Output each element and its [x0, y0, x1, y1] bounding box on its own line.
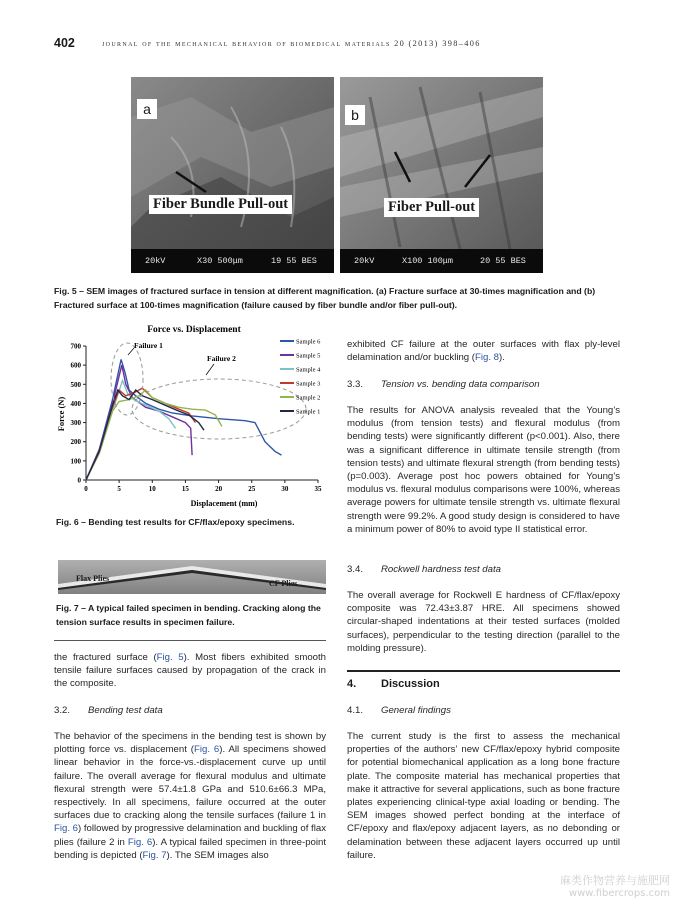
callout-fiber-pull-out: Fiber Pull-out: [384, 198, 479, 217]
sem-magnification-a: X30 500μm: [197, 256, 243, 266]
series-line-2: [86, 365, 192, 480]
x-tick-label: 35: [314, 485, 322, 493]
legend-label: Sample 6: [296, 338, 321, 346]
x-tick-label: 20: [215, 485, 223, 493]
section-number: 3.2.: [54, 705, 71, 716]
failure-1-pointer: [128, 348, 134, 355]
legend-label: Sample 3: [296, 380, 321, 388]
sem-magnification-b: X100 100μm: [402, 256, 454, 266]
section-3-3-heading: [347, 379, 540, 390]
x-tick-label: 25: [248, 485, 256, 493]
y-tick-label: 400: [70, 399, 81, 408]
cf-plies-label: CF Plies: [269, 579, 298, 588]
legend-label: Sample 2: [296, 394, 321, 402]
x-tick-label: 30: [281, 485, 289, 493]
page-number: 402: [54, 36, 75, 50]
sem-image-a: [131, 77, 334, 273]
panel-label-a: a: [137, 99, 157, 119]
failed-specimen-photo: [58, 560, 326, 594]
section-number: 4.1.: [347, 705, 364, 716]
left-para-2: [54, 730, 326, 862]
y-tick-label: 200: [70, 438, 81, 447]
legend-label: Sample 4: [296, 366, 321, 374]
panel-label-b: b: [345, 105, 365, 125]
chart-xlabel: Displacement (mm): [190, 499, 258, 508]
section-number: 4.: [347, 678, 357, 690]
site-watermark: [560, 872, 670, 899]
chart-ylabel: Force (N): [56, 396, 66, 432]
text: ). All specimens showed linear behavior in the force-vs.-displacement curve up until failure. The overall average for flexural modulus and ultimate flexural strength were 57.4±1.8 GPa and 510.6±66.3 MPa, respectively. In all specimens, failure occurred at the outer surfaces due to cracking along the tensile surfaces (failure 1 in: [54, 744, 326, 822]
fig6-link[interactable]: Fig. 6: [194, 744, 220, 756]
text: ) followed by progressive delamination and buckling of flax plies (failure 2 in: [54, 823, 326, 848]
fig8-link[interactable]: Fig. 8: [475, 352, 499, 364]
x-tick-label: 10: [148, 485, 156, 493]
chart-title: Force vs. Displacement: [147, 325, 241, 335]
fig6-link[interactable]: Fig. 6: [127, 836, 153, 848]
section-title: Rockwell hardness test data: [381, 564, 501, 575]
watermark-line-1: 麻类作物营养与施肥网: [560, 874, 670, 887]
section-title: Discussion: [381, 678, 440, 690]
text: ). Most fibers exhibited smooth tensile failure surfaces caused by propagation of the crack in the composite.: [54, 652, 326, 690]
journal-running-head: journal of the mechanical behavior of biomedical materials 20 (2013) 398–406: [102, 39, 481, 48]
section-title: Tension vs. bending data comparison: [381, 379, 540, 390]
fig6-link[interactable]: Fig. 6: [54, 823, 78, 835]
fig7-caption: Fig. 7 – A typical failed specimen in bending. Cracking along the tension surface results in specimen failure.: [56, 603, 321, 627]
y-tick-label: 500: [70, 380, 81, 389]
y-tick-label: 600: [70, 361, 81, 370]
sem-image-b: [340, 77, 543, 273]
right-para-4: The current study is the first to assess the mechanical properties of the authors’ new CF/flax/epoxy hybrid composite for potential biomechanical application as a long bone fracture plate. The composite material has mechanical properties that make it attractive for several applications, such as bone fracture plates experiencing clinical-type axial loading or bending. The SEM images showed perfect bonding at the interface of CF/epoxy and flax/epoxy adjacent layers, as no debonding or delamination between these adjacent layers occurred up until failure.: [347, 731, 620, 861]
y-tick-label: 700: [70, 342, 81, 351]
section-number: 3.4.: [347, 564, 364, 575]
sem-info-bar-a: [131, 249, 334, 273]
right-para-2: The results for ANOVA analysis revealed that the Young’s modulus (from tension tests) and flexural modulus (from bending tests) were significantly different (p<0.001). Also, there was a significant difference in ultimate tensile strength (from tension tests) and ultimate flexural strength (from bending tests) (p=0.003). Average post hoc powers obtained for Young’s modulus vs. flexural modulus comparisons were 100%, whereas average powers for ultimate tensile strength vs. ultimate flexural strength were 99.2%. A good study design is considered to have a minimum power of 80% to avoid type II statistical error.: [347, 405, 621, 535]
x-tick-label: 15: [181, 485, 189, 493]
failure-2-pointer: [206, 364, 214, 375]
flax-plies-label: Flax Plies: [76, 574, 110, 583]
sem-voltage-a: 20kV: [145, 256, 166, 266]
sem-voltage-b: 20kV: [354, 256, 375, 266]
section-title: General findings: [381, 705, 451, 716]
text: ). A typical failed specimen in three-point bending is depicted (: [54, 836, 326, 861]
section-number: 3.3.: [347, 379, 364, 390]
text: the fractured surface (: [54, 652, 157, 663]
left-para-1: [54, 651, 326, 691]
section-4-rule: [347, 670, 620, 672]
fig6-caption: Fig. 6 – Bending test results for CF/flax/epoxy specimens.: [56, 517, 295, 527]
failure-2-label: Failure 2: [207, 354, 236, 363]
fig5-caption: Fig. 5 – SEM images of fractured surface in tension at different magnification. (a) Fracture surface at 30-times magnification and (b) Fractured surface at 100-times magnification (failure caused by fiber bundle and/or fiber pull-out).: [54, 286, 596, 310]
sem-texture-a: [131, 77, 334, 273]
series-line-1: [86, 359, 282, 480]
failure-1-label: Failure 1: [134, 341, 163, 350]
series-line-4: [86, 388, 195, 480]
y-tick-label: 300: [70, 419, 81, 428]
text: exhibited CF failure at the outer surfaces with flax ply-level delamination and/or buckling (: [347, 339, 620, 364]
section-4-1-heading: [347, 705, 451, 716]
legend-label: Sample 1: [296, 408, 321, 416]
legend-label: Sample 5: [296, 352, 321, 360]
text: ).: [499, 352, 505, 364]
fig7-link[interactable]: Fig. 7: [142, 849, 167, 861]
watermark-line-2: www.fibercrops.com: [568, 888, 670, 899]
sem-info-bar-b: [340, 249, 543, 273]
x-tick-label: 0: [84, 485, 88, 493]
fig5-link[interactable]: Fig. 5: [156, 652, 184, 663]
right-para-1: [347, 338, 620, 364]
section-3-2-heading: [54, 705, 163, 716]
y-tick-label: 100: [70, 457, 81, 466]
right-para-3: The overall average for Rockwell E hardness of CF/flax/epoxy composite was 72.43±3.87 HRE. All specimens showed circular-shaped indentations at their tested surfaces (molded surfaces), perpendicular to the testing direction (parallel to the molding pressure).: [347, 590, 620, 654]
x-tick-label: 5: [117, 485, 121, 493]
sem-id-a: 19 55 BES: [271, 256, 317, 266]
force-displacement-chart: [54, 320, 334, 510]
y-tick-label: 0: [77, 476, 81, 485]
section-4-heading: [347, 678, 440, 690]
section-title: Bending test data: [88, 705, 163, 716]
sem-id-b: 20 55 BES: [480, 256, 526, 266]
section-3-4-heading: [347, 564, 501, 575]
left-column-rule: [54, 640, 326, 641]
callout-fiber-bundle-pull-out: Fiber Bundle Pull-out: [149, 195, 292, 214]
text: ). The SEM images also: [166, 849, 269, 861]
sem-texture-b: [340, 77, 543, 273]
text: The behavior of the specimens in the bending test is shown by plotting force vs. displacement (: [54, 731, 326, 756]
series-line-5: [86, 390, 222, 480]
